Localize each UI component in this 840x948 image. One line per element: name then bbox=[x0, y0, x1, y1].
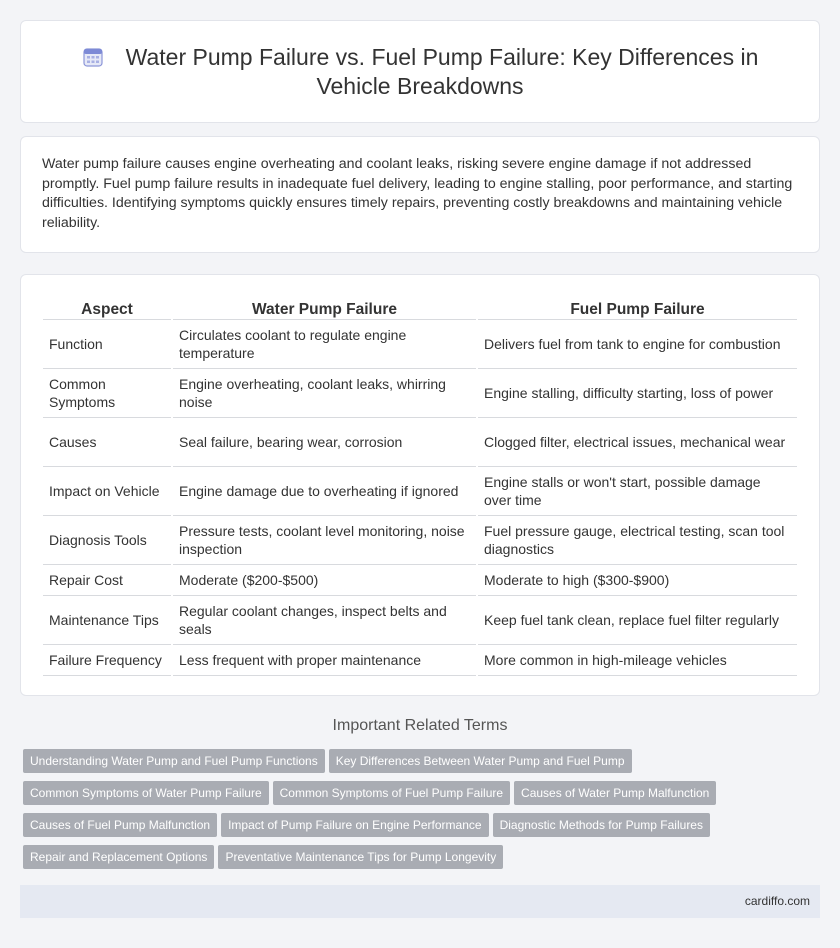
title-card bbox=[20, 20, 820, 123]
page-title bbox=[21, 43, 819, 101]
row-aspect: Causes bbox=[43, 418, 171, 467]
related-terms-heading: Important Related Terms bbox=[332, 717, 508, 734]
tag-link[interactable]: Diagnostic Methods for Pump Failures bbox=[493, 813, 710, 837]
row-water-pump: Regular coolant changes, inspect belts and seals bbox=[173, 596, 476, 645]
tag-link[interactable]: Preventative Maintenance Tips for Pump Longevity bbox=[218, 845, 503, 869]
comparison-table bbox=[41, 295, 799, 676]
intro-paragraph: Water pump failure causes engine overheating and coolant leaks, risking severe engine damage if not addressed promptly. Fuel pump failure results in inadequate fuel delivery, leading to engine stalling, poor performance, and starting difficulties. Identifying symptoms quickly ensures timely repairs, preventing costly breakdowns and maintaining vehicle reliability. bbox=[42, 156, 793, 231]
header-water-pump: Water Pump Failure bbox=[173, 295, 476, 320]
row-aspect: Diagnosis Tools bbox=[43, 516, 171, 565]
row-aspect: Common Symptoms bbox=[43, 369, 171, 418]
table-row bbox=[43, 565, 797, 596]
header-fuel-pump: Fuel Pump Failure bbox=[478, 295, 797, 320]
row-water-pump: Pressure tests, coolant level monitoring, noise inspection bbox=[173, 516, 476, 565]
tag-link[interactable]: Common Symptoms of Fuel Pump Failure bbox=[273, 781, 510, 805]
row-aspect: Repair Cost bbox=[43, 565, 171, 596]
table-row bbox=[43, 369, 797, 418]
tag-link[interactable]: Key Differences Between Water Pump and Fuel Pump bbox=[329, 749, 632, 773]
footer-site-link[interactable]: cardiffo.com bbox=[744, 894, 810, 908]
row-water-pump: Less frequent with proper maintenance bbox=[173, 645, 476, 676]
row-water-pump: Engine overheating, coolant leaks, whirring noise bbox=[173, 369, 476, 418]
tag-row bbox=[23, 749, 813, 781]
title-line-1: Water Pump Failure vs. Fuel Pump Failure: Key Differences in bbox=[125, 44, 759, 70]
tag-link[interactable]: Common Symptoms of Water Pump Failure bbox=[23, 781, 269, 805]
row-water-pump: Circulates coolant to regulate engine temperature bbox=[173, 320, 476, 369]
tag-link[interactable]: Impact of Pump Failure on Engine Performance bbox=[221, 813, 488, 837]
row-fuel-pump: Engine stalls or won't start, possible damage over time bbox=[478, 467, 797, 516]
row-fuel-pump: Engine stalling, difficulty starting, loss of power bbox=[478, 369, 797, 418]
row-fuel-pump: Moderate to high ($300-$900) bbox=[478, 565, 797, 596]
related-terms-tags bbox=[23, 749, 813, 877]
tag-row bbox=[23, 781, 813, 813]
row-water-pump: Moderate ($200-$500) bbox=[173, 565, 476, 596]
row-aspect: Impact on Vehicle bbox=[43, 467, 171, 516]
table-row bbox=[43, 418, 797, 467]
row-fuel-pump: Keep fuel tank clean, replace fuel filter regularly bbox=[478, 596, 797, 645]
table-row bbox=[43, 596, 797, 645]
table-row bbox=[43, 467, 797, 516]
footer bbox=[20, 885, 820, 918]
row-water-pump: Seal failure, bearing wear, corrosion bbox=[173, 418, 476, 467]
tag-row bbox=[23, 813, 813, 845]
table-row bbox=[43, 516, 797, 565]
header-aspect: Aspect bbox=[43, 295, 171, 320]
row-water-pump: Engine damage due to overheating if ignored bbox=[173, 467, 476, 516]
intro-card bbox=[20, 136, 820, 253]
tag-link[interactable]: Causes of Water Pump Malfunction bbox=[514, 781, 716, 805]
title-line-2: Vehicle Breakdowns bbox=[316, 73, 524, 99]
row-fuel-pump: Delivers fuel from tank to engine for combustion bbox=[478, 320, 797, 369]
tag-link[interactable]: Understanding Water Pump and Fuel Pump Functions bbox=[23, 749, 325, 773]
calendar-icon bbox=[82, 46, 104, 68]
comparison-card bbox=[20, 274, 820, 696]
row-aspect: Function bbox=[43, 320, 171, 369]
row-fuel-pump: Clogged filter, electrical issues, mechanical wear bbox=[478, 418, 797, 467]
row-fuel-pump: More common in high-mileage vehicles bbox=[478, 645, 797, 676]
row-aspect: Failure Frequency bbox=[43, 645, 171, 676]
table-row bbox=[43, 645, 797, 676]
tag-link[interactable]: Repair and Replacement Options bbox=[23, 845, 214, 869]
row-aspect: Maintenance Tips bbox=[43, 596, 171, 645]
tag-row bbox=[23, 845, 813, 877]
tag-link[interactable]: Causes of Fuel Pump Malfunction bbox=[23, 813, 217, 837]
row-fuel-pump: Fuel pressure gauge, electrical testing, scan tool diagnostics bbox=[478, 516, 797, 565]
table-row bbox=[43, 320, 797, 369]
